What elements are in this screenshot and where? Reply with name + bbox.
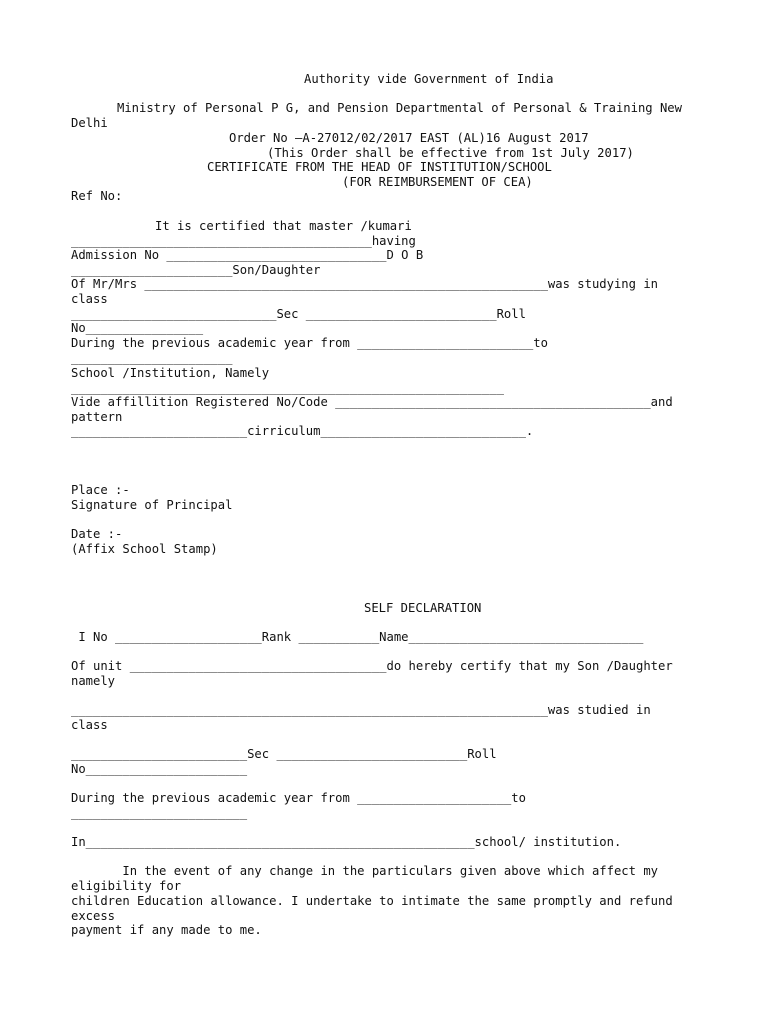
declaration-line: ________________________ — [71, 806, 248, 820]
declaration-line: _________________________________________________________________was studied in — [71, 703, 651, 717]
certificate-subheading: (FOR REIMBURSEMENT OF CEA) — [342, 175, 533, 189]
certificate-body-line: ______________________ — [71, 351, 233, 365]
declaration-line: payment if any made to me. — [71, 923, 262, 937]
declaration-line: Of unit ___________________________________do hereby certify that my Son /Daughter — [71, 659, 673, 673]
certificate-body-line: ___________________________________________________________ — [71, 381, 504, 395]
certificate-body-line: class — [71, 292, 108, 306]
declaration-title: SELF DECLARATION — [364, 601, 482, 615]
declaration-line: ________________________Sec __________________________Roll — [71, 747, 497, 761]
certificate-body-line: Of Mr/Mrs _______________________________________________________was studying in — [71, 277, 658, 291]
ministry-line-cont: Delhi — [71, 116, 108, 130]
declaration-line: In the event of any change in the particulars given above which affect my — [71, 864, 658, 878]
declaration-line: In_____________________________________________________school/ institution. — [71, 835, 622, 849]
certificate-body-line: _________________________________________having — [71, 234, 416, 248]
authority-line: Authority vide Government of India — [304, 72, 554, 86]
certificate-body-line: During the previous academic year from ________________________to — [71, 336, 548, 350]
certificate-body-line: Admission No ______________________________D O B — [71, 248, 424, 262]
certificate-body-line: It is certified that master /kumari — [155, 219, 412, 233]
signature-label: Signature of Principal — [71, 498, 233, 512]
certificate-body-line: Vide affillition Registered No/Code ___________________________________________and — [71, 395, 673, 409]
certificate-body-line: School /Institution, Namely — [71, 366, 270, 380]
declaration-line: children Education allowance. I undertake to intimate the same promptly and refund — [71, 894, 673, 908]
declaration-line: excess — [71, 909, 116, 923]
declaration-line: eligibility for — [71, 879, 182, 893]
certificate-body-line: No________________ — [71, 321, 204, 335]
order-number: Order No –A-27012/02/2017 EAST (AL)16 August 2017 — [229, 131, 589, 145]
declaration-line: class — [71, 718, 108, 732]
declaration-line: During the previous academic year from _____________________to — [71, 791, 526, 805]
stamp-note: (Affix School Stamp) — [71, 542, 218, 556]
ministry-line: Ministry of Personal P G, and Pension Departmental of Personal & Training New — [117, 101, 682, 115]
declaration-line: I No ____________________Rank ___________Name________________________________ — [71, 630, 644, 644]
certificate-body-line: ____________________________Sec __________________________Roll — [71, 307, 526, 321]
ref-no: Ref No: — [71, 189, 123, 203]
certificate-heading: CERTIFICATE FROM THE HEAD OF INSTITUTION/SCHOOL — [207, 160, 552, 174]
place-label: Place :- — [71, 483, 130, 497]
certificate-body-line: pattern — [71, 410, 123, 424]
certificate-body-line: ______________________Son/Daughter — [71, 263, 321, 277]
declaration-line: namely — [71, 674, 116, 688]
certificate-body-line: ________________________cirriculum____________________________. — [71, 424, 534, 438]
effective-date-note: (This Order shall be effective from 1st July 2017) — [267, 146, 634, 160]
date-label: Date :- — [71, 527, 123, 541]
declaration-line: No______________________ — [71, 762, 248, 776]
